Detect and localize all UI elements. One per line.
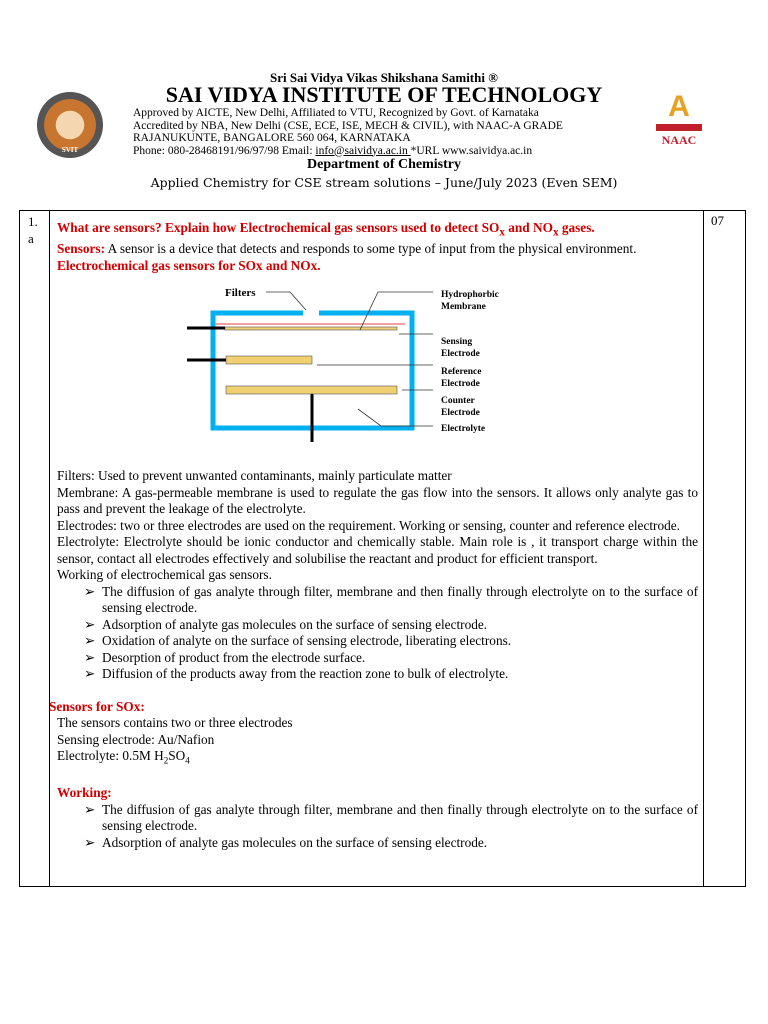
paragraph: Membrane: A gas-permeable membrane is used to regulate the gas flow into the sensors. It allows only analyte gas to pass and prevent the leakage of the electrolyte. (57, 484, 698, 517)
bullet-item: ➢ Diffusion of the products away from the reaction zone to bulk of electrolyte. (57, 666, 698, 683)
question-title: What are sensors? Explain how Electrochemical gas sensors used to detect $SO_x$ and $NO_x$ gases. (57, 220, 595, 239)
paragraph: Electrodes: two or three electrodes are used on the requirement. Working or sensing, counter and reference electrode. (57, 517, 681, 533)
question-number: 1. a (28, 214, 38, 246)
trust-name: Sri Sai Vidya Vikas Shikshana Samithi ® (270, 70, 498, 85)
svg-text:Membrane: Membrane (441, 302, 486, 313)
bullet-item: ➢ Oxidation of analyte on the surface of sensing electrode, liberating electrons. (57, 633, 698, 650)
institute-info (133, 107, 563, 157)
svit-logo (37, 92, 103, 158)
department-name: Department of Chemistry (307, 157, 461, 172)
bullet-item: ➢ Adsorption of analyte gas molecules on the surface of sensing electrode. (57, 835, 698, 852)
working-heading: Working: (57, 785, 112, 801)
naac-grade: A (668, 90, 690, 123)
svg-text:Hydrophorbic: Hydrophorbic (441, 290, 499, 301)
bullet-item: ➢ Adsorption of analyte gas molecules on the surface of sensing electrode. (57, 617, 698, 634)
naac-logo (652, 92, 706, 154)
info-line: RAJANUKUNTE, BANGALORE 560 064, KARNATAKA (133, 132, 411, 144)
bullet-item: ➢ The diffusion of gas analyte through filter, membrane and then finally through electrolyte on to the surface of sensing electrode. (57, 584, 698, 617)
institute-name: SAI VIDYA INSTITUTE OF TECHNOLOGY (165, 82, 603, 107)
marks: 07 (711, 213, 724, 228)
electrolyte-line: Electrolyte: 0.5M $H_2SO_4$ (57, 748, 190, 766)
sox-heading: Sensors for SOx: (49, 698, 145, 714)
bullet-item: ➢ The diffusion of gas analyte through filter, membrane and then finally through electrolyte on to the surface of sensing electrode. (57, 802, 698, 835)
paragraph: Filters: Used to prevent unwanted contaminants, mainly particulate matter (57, 468, 452, 484)
svg-text:Electrolyte: Electrolyte (441, 424, 486, 435)
naac-text: NAAC (661, 133, 697, 147)
paragraph: Working of electrochemical gas sensors. (57, 567, 272, 583)
sensor-diagram (175, 276, 505, 446)
svg-text:Electrode: Electrode (441, 408, 480, 419)
svg-text:Counter: Counter (441, 396, 475, 407)
email-link[interactable]: info@saividya.ac.in (315, 144, 411, 157)
sensors-definition: Sensors: A sensor is a device that detects and responds to some type of input from the physical environment. (57, 241, 637, 257)
info-line: Accredited by NBA, New Delhi (CSE, ECE, ISE, MECH & CIVIL), with NAAC-A GRADE (133, 119, 563, 132)
svg-text:Sensing: Sensing (441, 337, 473, 348)
answer-table (19, 210, 746, 887)
answer-content (49, 220, 698, 851)
document-subtitle: Applied Chemistry for CSE stream solutions – June/July 2023 (Even SEM) (150, 175, 618, 190)
phone-text: Phone: 080-28468191/96/97/98 Email: (133, 144, 316, 157)
paragraph: Electrolyte: Electrolyte should be ionic conductor and chemically stable. Main role is , it transport charge within the sensor, contact all electrodes effectively and solubilise the reactant and product for efficient transport. (57, 534, 698, 566)
egs-heading: Electrochemical gas sensors for SOx and NOx. (57, 257, 321, 273)
info-line: Approved by AICTE, New Delhi, Affiliated to VTU, Recognized by Govt. of Karnataka (133, 107, 539, 119)
svg-text:Electrode: Electrode (441, 349, 480, 360)
url-text: *URL www.saividya.ac.in (410, 144, 533, 157)
bullet-item: ➢ Desorption of product from the electrode surface. (57, 650, 698, 667)
svg-text:Reference: Reference (441, 367, 482, 378)
svg-text:Electrode: Electrode (441, 379, 480, 390)
sox-line: Sensing electrode: Au/Nafion (57, 731, 215, 747)
logo-text: SVIT (61, 146, 79, 154)
sox-line: The sensors contains two or three electrodes (57, 715, 293, 731)
label-filters: Filters (225, 287, 256, 300)
